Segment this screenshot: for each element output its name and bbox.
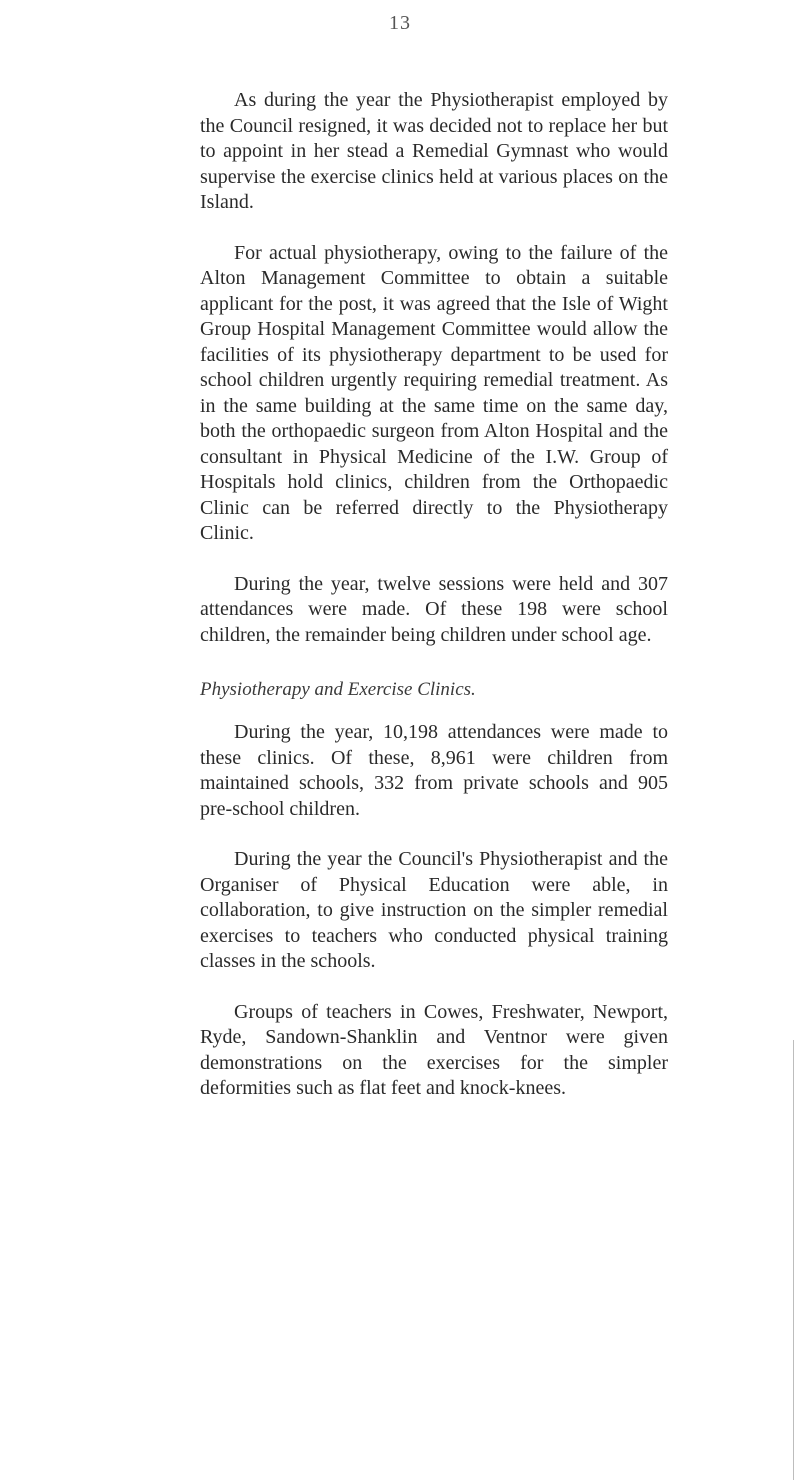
paragraph-session-attendances: During the year, twelve sessions were held and 307 attendances were made. Of these 198 were school children, the remainder being children under school age. — [200, 572, 668, 646]
paragraph-clinic-attendances: During the year, 10,198 attendances were made to these clinics. Of these, 8,961 were children from maintained schools, 332 from private schools and 905 pre-school children. — [200, 721, 668, 820]
page-number: 13 — [389, 12, 411, 34]
section-heading: Physiotherapy and Exercise Clinics. — [200, 679, 476, 700]
page-body — [200, 88, 668, 1102]
paragraph-physiotherapy-arrangement: For actual physiotherapy, owing to the failure of the Alton Management Committee to obtain a suitable applicant for the post, it was agreed that the Isle of Wight Group Hospital Management Committee would allow the facilities of its physiotherapy department to be used for school children urgently requiring remedial treatment. As in the same building at the same time on the same day, both the orthopaedic surgeon from Alton Hospital and the consultant in Physical Medicine of the I.W. Group of Hospitals hold clinics, children from the Orthopaedic Clinic can be referred directly to the Physiotherapy Clinic. — [200, 241, 668, 544]
paragraph-teacher-instruction: During the year the Council's Physiotherapist and the Organiser of Physical Education were able, in collaboration, to give instruction on the simpler remedial exercises to teachers who conducted physical training classes in the schools. — [200, 848, 668, 972]
paragraph-physiotherapist-resignation: As during the year the Physiotherapist employed by the Council resigned, it was decided not to replace her but to appoint in her stead a Remedial Gymnast who would supervise the exercise clinics held at various places on the Island. — [200, 89, 668, 213]
paragraph-teacher-groups: Groups of teachers in Cowes, Freshwater, Newport, Ryde, Sandown-Shanklin and Ventnor were given demonstrations on the exercises for the simpler deformities such as flat feet and knock-knees. — [200, 1000, 668, 1099]
page-edge-line — [793, 1040, 794, 1480]
